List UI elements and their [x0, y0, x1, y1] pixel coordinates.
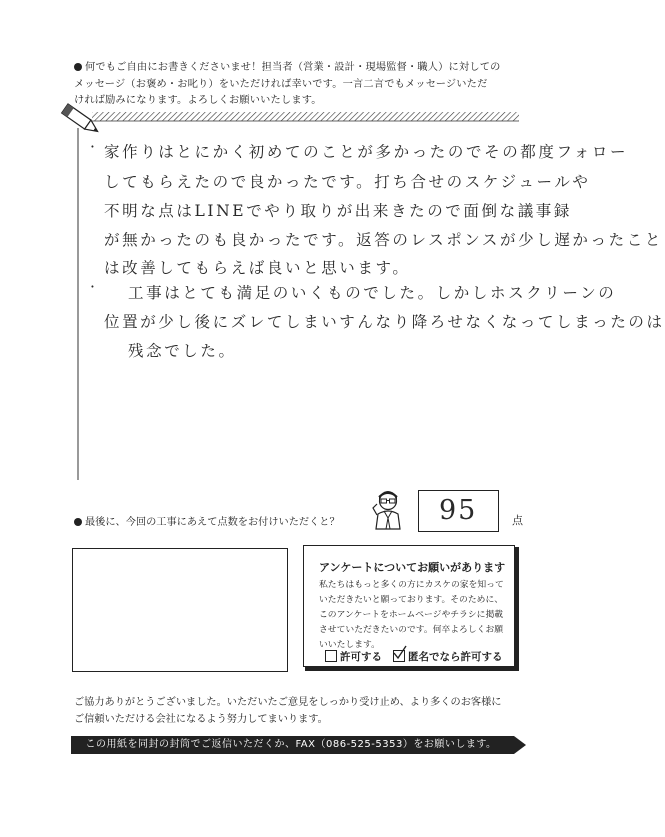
score-value: 95	[439, 495, 478, 526]
bullet-icon	[74, 518, 82, 526]
handwritten-line: は改善してもらえば良いと思います。	[104, 259, 411, 277]
hatch-band	[92, 112, 519, 121]
handwritten-line: 家作りはとにかく初めてのことが多かったのでその都度フォロー	[104, 143, 629, 161]
handwritten-bullet-1: ·	[90, 138, 98, 156]
intro-line-1: 何でもご自由にお書きくださいませ！担当者（営業・設計・現場監督・職人）に対しての	[85, 62, 501, 73]
return-instructions-text: この用紙を同封の封筒でご返信いただくか、FAX（086-525-5353）をお願いします。	[85, 739, 497, 750]
intro-line-3: ければ励みになります。よろしくお願いいたします。	[74, 95, 322, 106]
blank-photo-box	[72, 548, 288, 672]
checkmark-icon	[392, 645, 408, 661]
permission-card	[303, 545, 515, 667]
handwritten-line: してもらえたので良かったです。打ち合せのスケジュールや	[104, 173, 591, 191]
anonymous-option[interactable]: 匿名でなら許可する	[393, 649, 503, 664]
handwritten-line: 残念でした。	[128, 342, 237, 360]
score-box[interactable]	[418, 490, 499, 532]
handwritten-line: 工事はとても満足のいくものでした。しかしホスクリーンの	[128, 284, 617, 302]
closing-message: ご協力ありがとうございました。いただいたご意見をしっかり受け止め、より多くのお客様に ご信頼いただける会社になるよう努力してまいります。	[74, 697, 502, 725]
staff-character-icon	[368, 484, 408, 530]
handwritten-line: 位置が少し後にズレてしまいすんなり降ろせなくなってしまったのは	[104, 313, 665, 331]
score-unit: 点	[512, 514, 523, 527]
anonymous-checkbox[interactable]	[393, 650, 405, 662]
permission-card-title: アンケートについてお願いがあります	[319, 561, 506, 574]
handwritten-line: が無かったのも良かったです。返答のレスポンスが少し遅かったこと	[104, 231, 663, 249]
return-instructions-banner	[71, 736, 526, 754]
handwritten-line: 不明な点はLINEでやり取りが出来きたので面倒な議事録	[104, 202, 572, 220]
permission-card-body: 私たちはもっと多くの方にカスケの家を知って いただきたいと願っております。そのために、 このアンケートをホームページやチラシに掲載 させていただきたいのです。何卒よろしくお願 いいたします。	[319, 580, 504, 650]
allow-checkbox[interactable]	[325, 650, 337, 662]
intro-line-2: メッセージ（お褒め・お叱り）をいただければ幸いです。一言二言でもメッセージいただ	[74, 78, 488, 90]
score-question: 最後に、今回の工事にあえて点数をお付けいただくと？	[74, 513, 340, 528]
handwritten-bullet-2: ·	[90, 278, 98, 296]
allow-option[interactable]: 許可する	[325, 649, 382, 664]
